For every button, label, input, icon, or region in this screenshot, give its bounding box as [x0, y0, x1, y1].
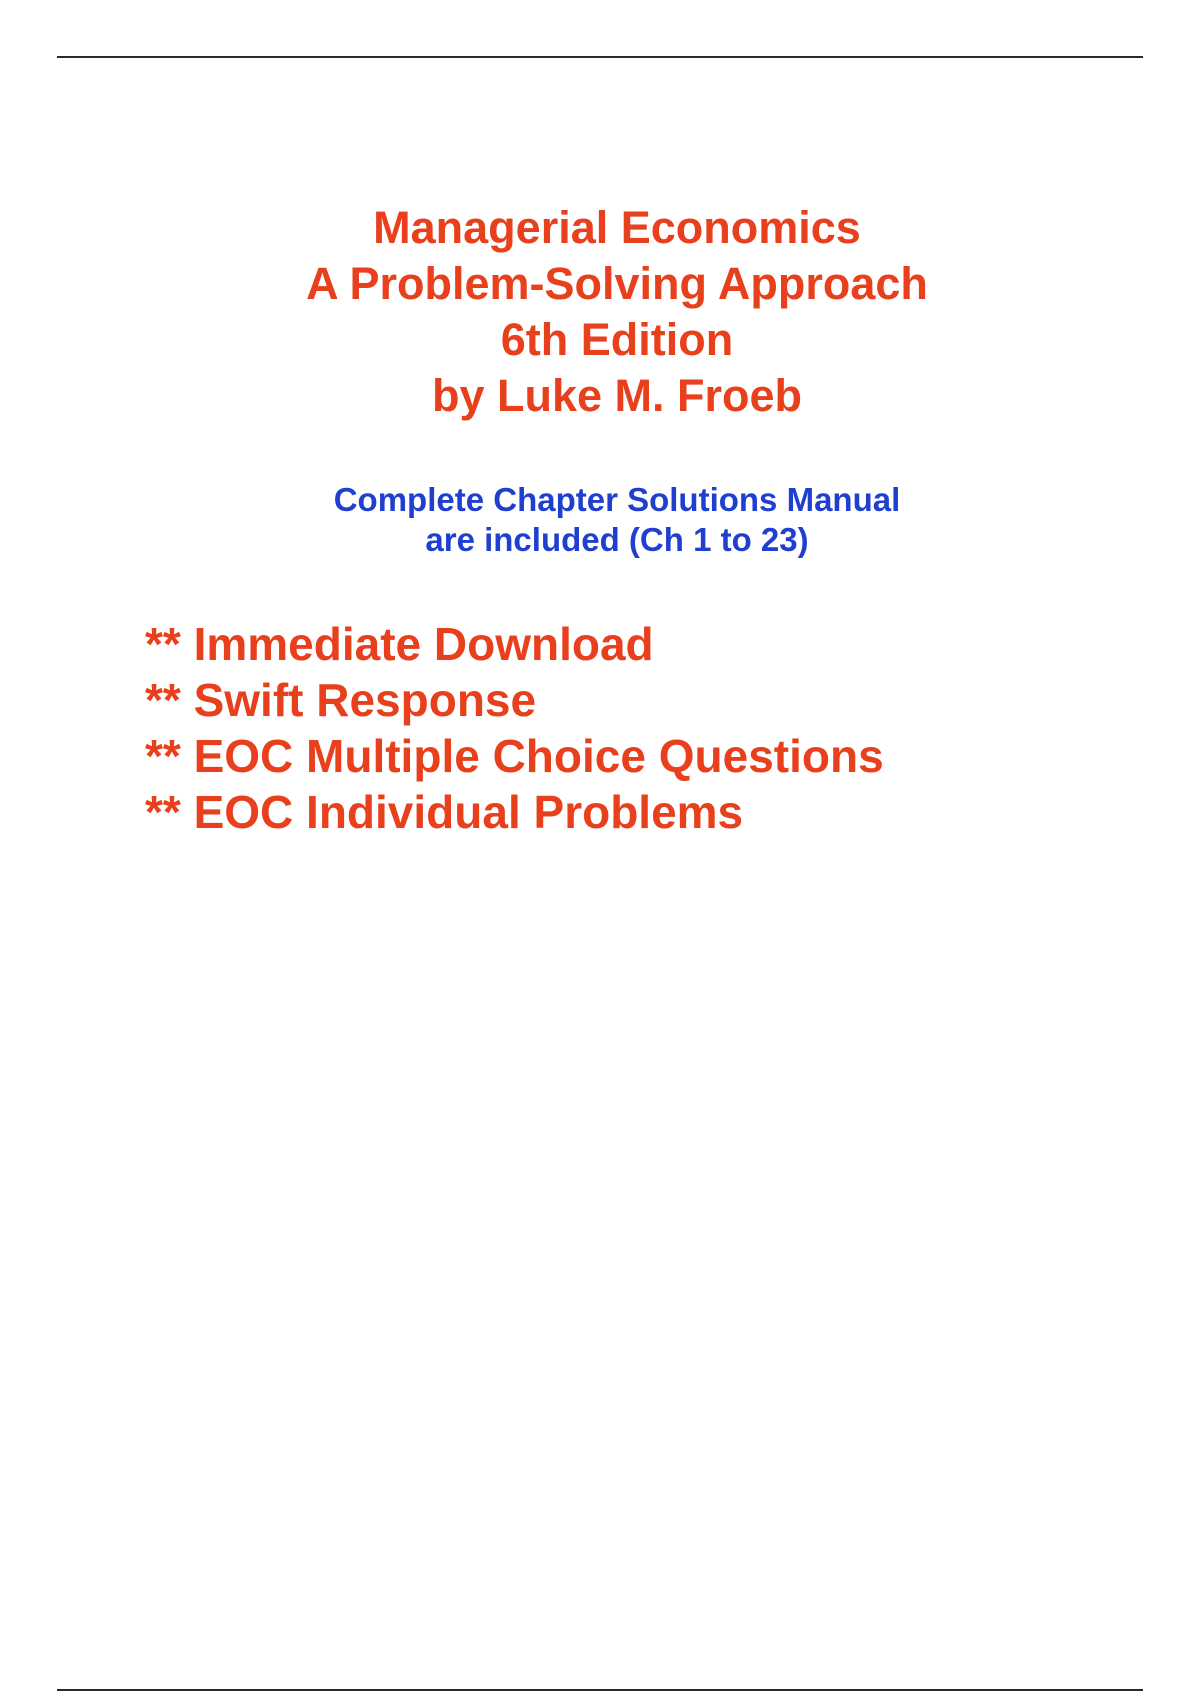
feature-item-swift-response: ** Swift Response	[145, 674, 537, 726]
book-author: by Luke M. Froeb	[431, 370, 803, 421]
solutions-note-line-1: Complete Chapter Solutions Manual	[333, 481, 901, 518]
bottom-rule	[57, 1689, 1143, 1691]
solutions-note	[0, 480, 1200, 560]
book-subtitle: A Problem-Solving Approach	[306, 258, 928, 309]
book-title-block	[0, 200, 1200, 424]
feature-list	[145, 616, 884, 840]
book-edition: 6th Edition	[500, 314, 734, 365]
top-rule	[57, 56, 1143, 58]
book-title: Managerial Economics	[373, 202, 861, 253]
feature-item-immediate-download: ** Immediate Download	[145, 618, 654, 670]
feature-item-multiple-choice: ** EOC Multiple Choice Questions	[145, 730, 884, 782]
feature-item-individual-problems: ** EOC Individual Problems	[145, 786, 744, 838]
solutions-note-line-2: are included (Ch 1 to 23)	[425, 521, 809, 558]
